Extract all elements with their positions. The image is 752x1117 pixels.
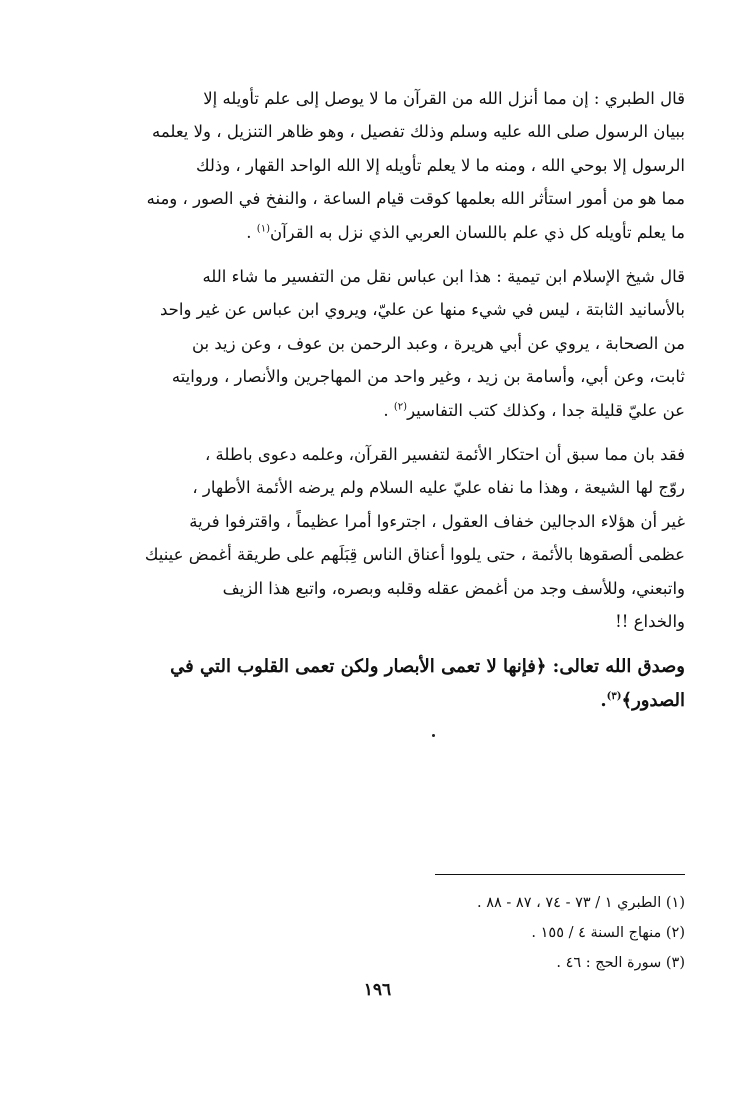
page-body (70, 82, 685, 1082)
sentence-end: . (600, 689, 607, 711)
footnote-ref-1[interactable]: (١) (256, 223, 270, 235)
line: قال شيخ الإسلام ابن تيمية : هذا ابن عباس نقل من التفسير ما شاء الله (202, 267, 685, 287)
footnote-ref-3[interactable]: (٣) (606, 690, 622, 702)
line: قال الطبري : إن مما أنزل الله من القرآن ما لا يوصل إلى علم تأويله إلا (203, 89, 685, 108)
sentence-end: . (246, 222, 257, 242)
line: بالأسانيد الثابتة ، ليس في شيء منها عن عليّ، ويروي ابن عباس عن غير واحد (160, 300, 685, 320)
line: ببيان الرسول صلى الله عليه وسلم وذلك تفصيل ، وهو ظاهر التنزيل ، ولا يعلمه (151, 122, 685, 142)
line: فقد بان مما سبق أن احتكار الأئمة لتفسير القرآن، وعلمه دعوى باطلة ، (204, 445, 685, 465)
paragraph-tabari (70, 82, 685, 249)
line: واتبعني، وللأسف وجد من أغمض عقله وقلبه وبصره، واتبع هذا الزيف (222, 578, 685, 598)
paragraph-ibn-taymiyyah (70, 260, 685, 427)
stray-dot (432, 734, 435, 737)
line: الرسول إلا بوحي الله ، ومنه ما لا يعلم تأويله إلا الله الواحد القهار ، وذلك (195, 155, 685, 175)
sentence-end: . (383, 400, 394, 420)
footnote-1: (١) الطبري ١ / ٧٣ - ٧٤ ، ٨٧ - ٨٨ . (476, 895, 685, 911)
line: غير أن هؤلاء الدجالين خفاف العقول ، اجترءوا أمرا عظيماً ، واقترفوا فرية (189, 511, 685, 531)
footnote-separator (435, 874, 685, 875)
line: والخداع !! (615, 612, 685, 632)
line: ما يعلم تأويله كل ذي علم باللسان العربي الذي نزل به القرآن (269, 222, 685, 242)
line: الصدور﴾ (621, 689, 685, 711)
paragraph-conclusion (70, 438, 685, 638)
line: من الصحابة ، يروي عن أبي هريرة ، وعبد الرحمن بن عوف ، وعن زيد بن (192, 333, 685, 353)
paragraph-quran-verse (70, 650, 685, 718)
footnotes (70, 888, 685, 978)
line: عن عليّ قليلة جدا ، وكذلك كتب التفاسير (407, 400, 685, 420)
line: عظمى ألصقوها بالأئمة ، حتى يلووا أعناق الناس قِبَلَهم على طريقة أغمض عينيك (144, 545, 685, 565)
line: روّج لها الشيعة ، وهذا ما نفاه عليّ عليه السلام ولم يرضه الأئمة الأطهار ، (192, 478, 685, 498)
footnote-3: (٣) سورة الحج : ٤٦ . (556, 955, 685, 971)
footnote-2: (٢) منهاج السنة ٤ / ١٥٥ . (531, 925, 685, 941)
line: مما هو من أمور استأثر الله بعلمها كوقت قيام الساعة ، والنفخ في الصور ، ومنه (146, 189, 685, 209)
footnote-ref-2[interactable]: (٢) (393, 401, 408, 413)
line: وصدق الله تعالى: ﴿فإنها لا تعمى الأبصار ولكن تعمى القلوب التي في (170, 655, 685, 677)
line: ثابت، وعن أبي، وأسامة بن زيد ، وغير واحد من المهاجرين والأنصار ، وروايته (171, 367, 685, 387)
page-number: ١٩٦ (363, 980, 392, 1000)
